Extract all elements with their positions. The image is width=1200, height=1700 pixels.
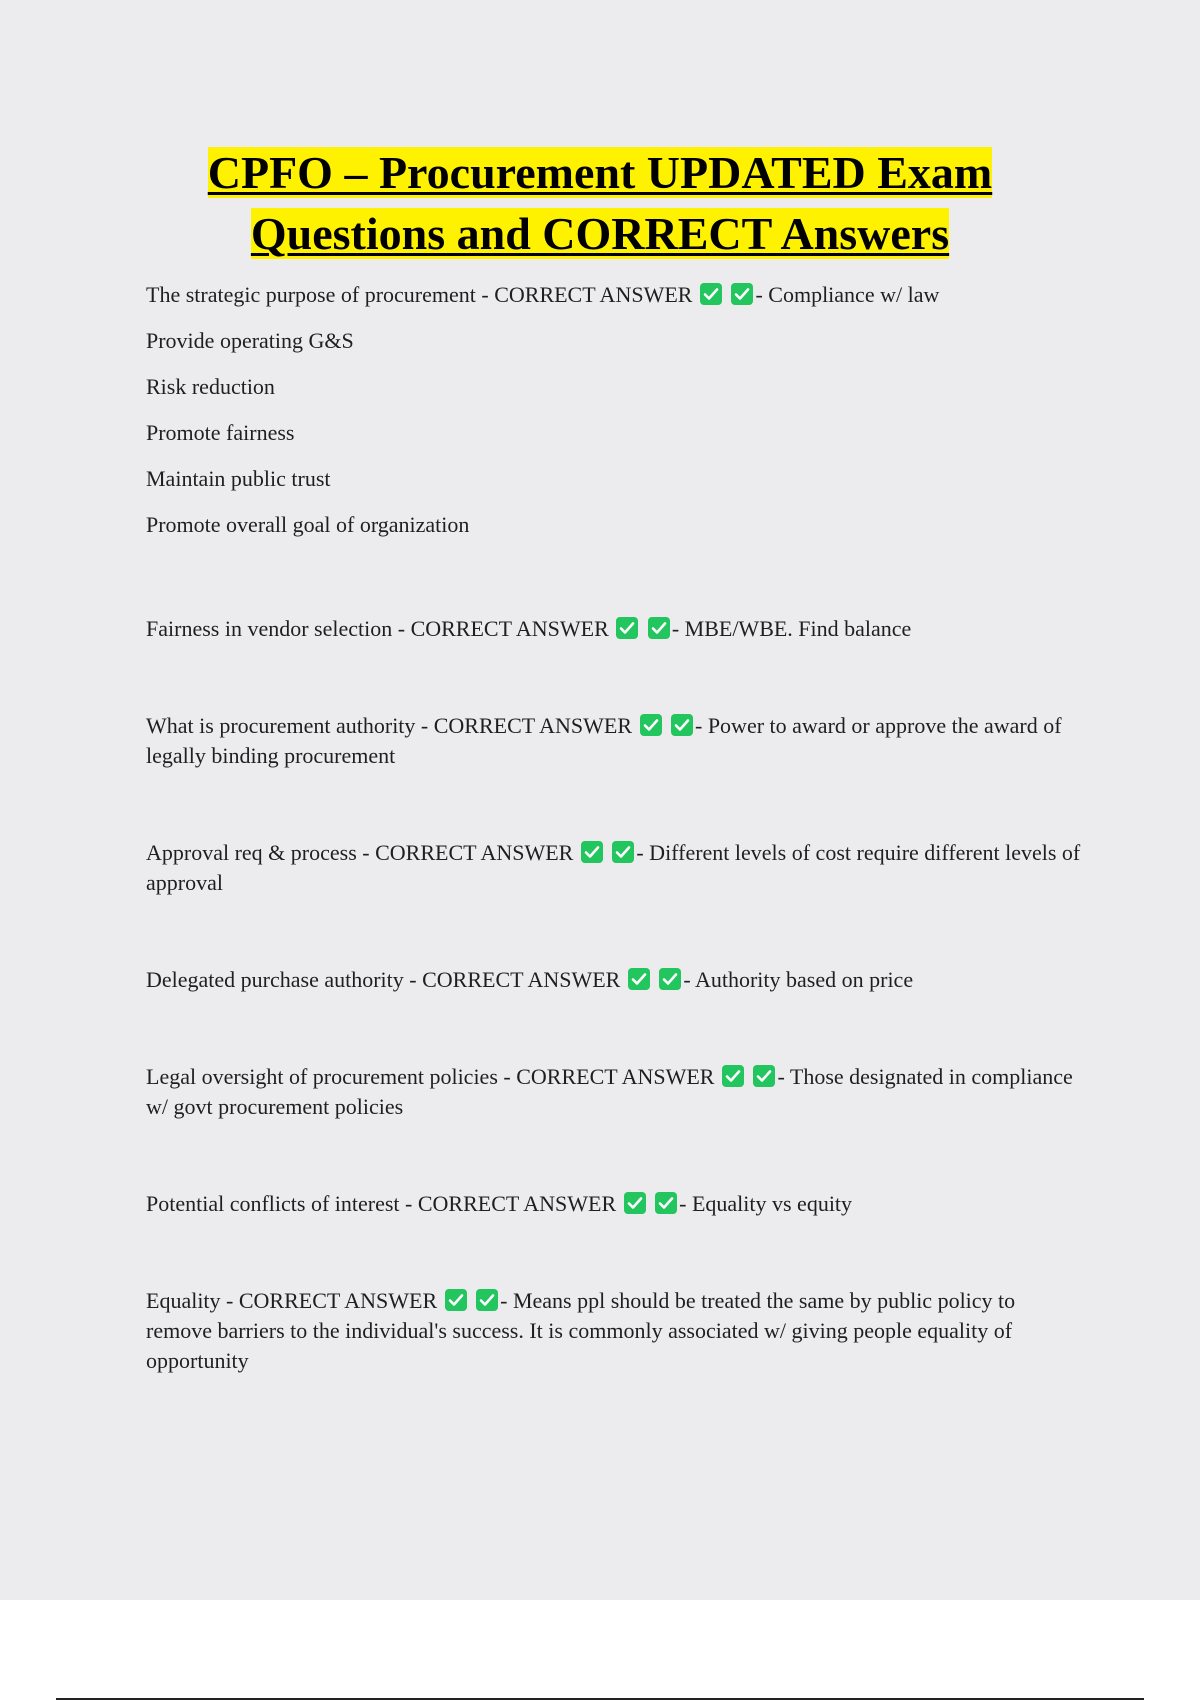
answer-text: - Power to award or approve the award of legally binding procurement	[146, 713, 1062, 768]
check-box-icon	[699, 282, 723, 306]
answer-text: - Authority based on price	[683, 967, 914, 992]
check-box-icon	[654, 1191, 678, 1215]
check-box-icon	[658, 967, 682, 991]
qa-item-3	[146, 711, 1086, 771]
qa-item-4	[146, 838, 1086, 898]
correct-answer-label: CORRECT ANSWER	[410, 616, 609, 641]
check-box-icon	[721, 1064, 745, 1088]
check-box-icon	[623, 1191, 647, 1215]
answer-text: - Compliance w/ law	[755, 282, 940, 307]
question-text: Equality -	[146, 1288, 239, 1313]
answer-text: - Means ppl should be treated the same by public policy to remove barriers to the individual's success. It is commonly associated w/ giving people equality of opportunity	[146, 1288, 1016, 1373]
check-box-icon	[670, 713, 694, 737]
check-box-icon	[444, 1288, 468, 1312]
check-box-icon	[615, 616, 639, 640]
correct-answer-label: CORRECT ANSWER	[494, 282, 693, 307]
check-box-icon	[647, 616, 671, 640]
question-text: What is procurement authority -	[146, 713, 434, 738]
question-text: Delegated purchase authority -	[146, 967, 423, 992]
check-box-icon	[611, 840, 635, 864]
check-box-icon	[730, 282, 754, 306]
qa-line	[146, 280, 1086, 310]
answer-extra-line: Risk reduction	[146, 374, 275, 399]
correct-answer-label: CORRECT ANSWER	[433, 713, 632, 738]
qa-item-6	[146, 1062, 1086, 1122]
qa-item-5	[146, 965, 1086, 995]
check-box-icon	[639, 713, 663, 737]
correct-answer-label: CORRECT ANSWER	[375, 840, 574, 865]
correct-answer-label: CORRECT ANSWER	[422, 967, 621, 992]
check-box-icon	[627, 967, 651, 991]
correct-answer-label: CORRECT ANSWER	[516, 1064, 715, 1089]
answer-extra-line: Maintain public trust	[146, 466, 331, 491]
qa-item-2	[146, 614, 1086, 644]
title-line-2: Questions and CORRECT Answers	[250, 208, 950, 259]
answer-extra-line: Promote fairness	[146, 420, 295, 445]
question-text: Fairness in vendor selection -	[146, 616, 411, 641]
answer-extra-line: Promote overall goal of organization	[146, 512, 470, 537]
answer-extra-line: Provide operating G&S	[146, 328, 354, 353]
question-text: Potential conflicts of interest -	[146, 1191, 418, 1216]
answer-text: - Equality vs equity	[679, 1191, 853, 1216]
answer-text: - MBE/WBE. Find balance	[671, 616, 912, 641]
correct-answer-label: CORRECT ANSWER	[417, 1191, 617, 1216]
check-box-icon	[752, 1064, 776, 1088]
answer-text: - Those designated in compliance w/ govt procurement policies	[146, 1064, 1073, 1119]
check-box-icon	[475, 1288, 499, 1312]
check-box-icon	[580, 840, 604, 864]
title-line-1: CPFO – Procurement UPDATED Exam	[207, 147, 993, 198]
question-text: Approval req & process -	[146, 840, 376, 865]
qa-item-7	[146, 1189, 1086, 1219]
qa-item-1	[146, 280, 1086, 540]
correct-answer-label: CORRECT ANSWER	[238, 1288, 438, 1313]
qa-item-8	[146, 1286, 1086, 1376]
question-text: Legal oversight of procurement policies -	[146, 1064, 517, 1089]
question-text: The strategic purpose of procurement -	[146, 282, 495, 307]
answer-text: - Different levels of cost require different levels of approval	[146, 840, 1081, 895]
document-title	[100, 142, 1100, 264]
